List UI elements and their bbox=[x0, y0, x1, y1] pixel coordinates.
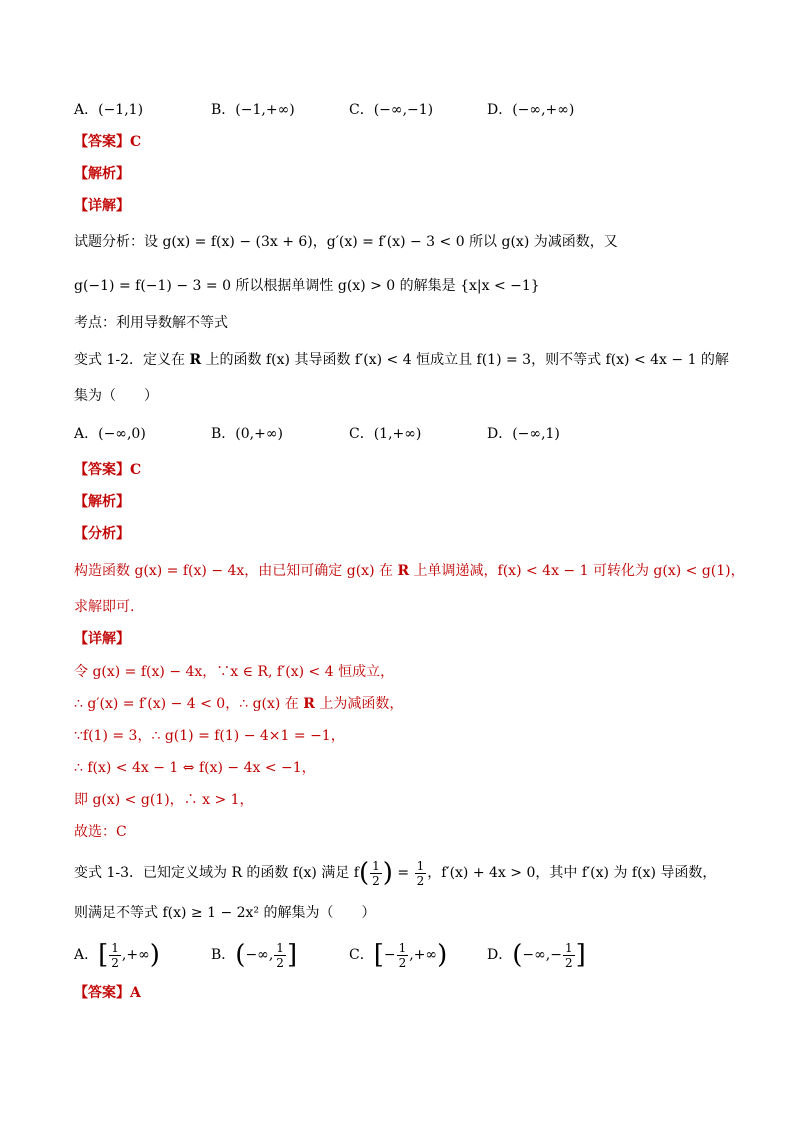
q2-option-c: C．(1,+∞) bbox=[349, 426, 422, 442]
q2-detail-tag: 【详解】 bbox=[74, 631, 130, 647]
q1-key-point: 考点：利用导数解不等式 bbox=[74, 315, 228, 331]
q2-detail-line5 bbox=[74, 790, 254, 810]
q1-option-d: D．(−∞,+∞) bbox=[487, 102, 575, 118]
q2-d2b: ∴ g(x) 在 bbox=[239, 696, 304, 712]
q2-fenxi-line2: 求解即可. bbox=[74, 599, 135, 615]
q3-paren-close: ) bbox=[382, 858, 393, 888]
q2-detail-line3 bbox=[74, 726, 345, 746]
q3-stem-a: 变式 1-3．已知定义域为 R 的函数 f(x) 满足 f bbox=[74, 865, 359, 881]
q1-analysis-line2: g(−1) = f(−1) − 3 = 0 所以根据单调性 g(x) > 0 的解集是 {x|x < −1} bbox=[74, 278, 540, 294]
q2-detail-line2 bbox=[74, 694, 403, 714]
q3-stem-d: = bbox=[392, 865, 414, 881]
q2-d5a: 即 g(x) < g(1)， bbox=[74, 792, 184, 808]
q2-d2a: ∴ g′(x) = f′(x) − 4 < 0， bbox=[74, 696, 240, 712]
q3-frac-val: $\frac{1}{2}$ bbox=[416, 858, 425, 888]
q3-option-d: D．(−∞,− $\frac{1}{2}$ ] bbox=[487, 940, 586, 970]
q2-fenxi-c: 上单调递减，f(x) < 4x − 1 可转化为 g(x) < g(1)， bbox=[409, 563, 745, 579]
q2-fenxi-r: R bbox=[397, 563, 410, 579]
q2-stem-line1 bbox=[74, 350, 729, 370]
q2-option-b: B．(0,+∞) bbox=[211, 426, 283, 442]
q2-d1a: 令 g(x) = f(x) − 4x， bbox=[74, 664, 217, 680]
q2-stem-post: 上的函数 f(x) 其导函数 f′(x) < 4 恒成立且 f(1) = 3，则不等式 f(x) < 4x − 1 的解 bbox=[201, 352, 729, 368]
q2-d1b: ∵x ∈ R, f′(x) < 4 恒成立， bbox=[216, 664, 395, 680]
q1-option-b: B．(−1,+∞) bbox=[211, 102, 295, 118]
q2-stem-pre: 变式 1-2．定义在 bbox=[74, 352, 190, 368]
q2-detail-line1 bbox=[74, 662, 394, 682]
q2-analysis-tag: 【解析】 bbox=[74, 494, 130, 510]
q2-d2c: R bbox=[303, 696, 315, 712]
q3-frac-arg: $\frac{1}{2}$ bbox=[372, 858, 380, 888]
q2-option-d: D．(−∞,1) bbox=[487, 426, 560, 442]
q1-analysis-tag: 【解析】 bbox=[74, 166, 130, 182]
q2-d3a: ∵f(1) = 3， bbox=[74, 728, 152, 744]
q2-answer: 【答案】C bbox=[74, 462, 142, 478]
q2-d2d: 上为减函数， bbox=[314, 696, 404, 712]
q3-option-a: A．[ $\frac{1}{2}$ ,+∞) bbox=[74, 940, 160, 970]
q1-option-a: A．(−1,1) bbox=[74, 102, 144, 118]
q1-option-c: C．(−∞,−1) bbox=[349, 102, 434, 118]
q2-fenxi-tag: 【分析】 bbox=[74, 526, 130, 542]
q2-fenxi-line1 bbox=[74, 561, 745, 581]
q3-stem-line2: 则满足不等式 f(x) ≥ 1 − 2x² 的解集为（ ） bbox=[74, 905, 376, 921]
q2-choose: 故选：C bbox=[74, 824, 127, 840]
q2-option-a: A．(−∞,0) bbox=[74, 426, 146, 442]
q3-option-b: B．(−∞, $\frac{1}{2}$ ] bbox=[211, 940, 298, 970]
q3-stem-line1 bbox=[74, 858, 716, 888]
q1-analysis-line1: 试题分析：设 g(x) = f(x) − (3x + 6)，g′(x) = f′(x) − 3 < 0 所以 g(x) 为减函数，又 bbox=[74, 234, 618, 250]
q2-d3b: ∴ g(1) = f(1) − 4×1 = −1， bbox=[151, 728, 345, 744]
q3-option-c: C．[− $\frac{1}{2}$ ,+∞) bbox=[349, 940, 448, 970]
q3-paren-open: ( bbox=[358, 858, 370, 888]
q2-fenxi-a: 构造函数 g(x) = f(x) − 4x，由已知可确定 g(x) 在 bbox=[74, 563, 398, 579]
q2-stem-r: R bbox=[189, 352, 202, 368]
q2-stem-line2: 集为（ ） bbox=[74, 388, 158, 404]
q1-answer: 【答案】C bbox=[74, 134, 142, 150]
q1-detail-tag: 【详解】 bbox=[74, 198, 130, 214]
q3-answer: 【答案】A bbox=[74, 985, 141, 1001]
q3-stem-g: ，f′(x) + 4x > 0，其中 f′(x) 为 f(x) 导函数， bbox=[427, 865, 717, 881]
q2-detail-line4: ∴ f(x) < 4x − 1 ⇔ f(x) − 4x < −1， bbox=[74, 760, 316, 776]
q2-d5b: ∴ x > 1， bbox=[183, 792, 254, 808]
